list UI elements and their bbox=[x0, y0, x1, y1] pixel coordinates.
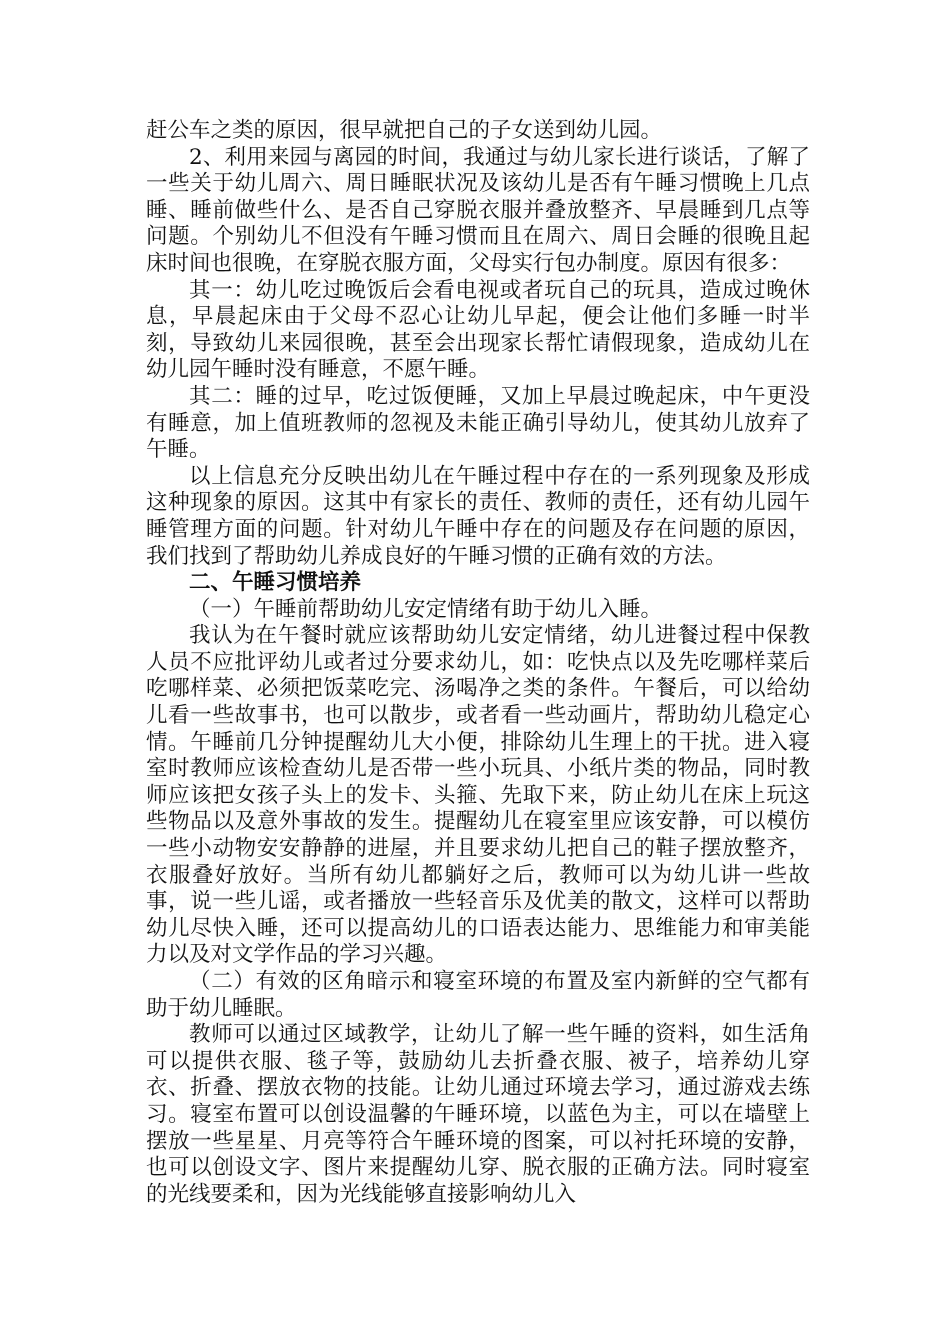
subheading-one: （一）午睡前帮助幼儿安定情绪有助于幼儿入睡。 bbox=[189, 596, 663, 622]
paragraph-summary: 以上信息充分反映出幼儿在午睡过程中存在的一系列现象及形成这种现象的原因。这其中有家长的责任、教师的责任，还有幼儿园午睡管理方面的问题。针对幼儿午睡中存在的问题及存在问题的原因，我们找到了帮助幼儿养成良好的午睡习惯的正确有效的方法。 bbox=[146, 463, 810, 569]
paragraph-reason-two: 其二：睡的过早，吃过饭便睡，又加上早晨过晚起床，中午更没有睡意，加上值班教师的忽视及未能正确引导幼儿，使其幼儿放弃了午睡。 bbox=[146, 383, 810, 463]
subheading-two: （二）有效的区角暗示和寝室环境的布置及室内新鲜的空气都有助于幼儿睡眠。 bbox=[146, 969, 810, 1021]
paragraph-environment: 教师可以通过区域教学，让幼儿了解一些午睡的资料，如生活角可以提供衣服、毯子等，鼓励幼儿去折叠衣服、被子，培养幼儿穿衣、折叠、摆放衣物的技能。让幼儿通过环境去学习，通过游戏去练习。寝室布置可以创设温馨的午睡环境，以蓝色为主，可以在墙壁上摆放一些星星、月亮等符合午睡环境的图案，可以衬托环境的安静，也可以创设文字、图片来提醒幼儿穿、脱衣服的正确方法。同时寝室的光线要柔和，因为光线能够直接影响幼儿入 bbox=[146, 1022, 810, 1207]
paragraph-continued: 赶公车之类的原因，很早就把自己的子女送到幼儿园。 bbox=[146, 118, 663, 143]
document-page bbox=[146, 118, 810, 1208]
paragraph-parent-talks: 2、利用来园与离园的时间，我通过与幼儿家长进行谈话，了解了一些关于幼儿周六、周日睡眠状况及该幼儿是否有午睡习惯晚上几点睡、睡前做些什么、是否自己穿脱衣服并叠放整齐、早晨睡到几点等问题。个别幼儿不但没有午睡习惯而且在周六、周日会睡的很晚且起床时间也很晚，在穿脱衣服方面，父母实行包办制度。原因有很多： bbox=[146, 144, 810, 276]
section-heading: 二、午睡习惯培养 bbox=[189, 570, 362, 596]
paragraph-reason-one: 其一：幼儿吃过晚饭后会看电视或者玩自己的玩具，造成过晚休息，早晨起床由于父母不忍心让幼儿早起，便会让他们多睡一时半刻，导致幼儿来园很晚，甚至会出现家长帮忙请假现象，造成幼儿在幼儿园午睡时没有睡意，不愿午睡。 bbox=[146, 277, 810, 383]
paragraph-calm-emotions: 我认为在午餐时就应该帮助幼儿安定情绪，幼儿进餐过程中保教人员不应批评幼儿或者过分要求幼儿，如：吃快点以及先吃哪样菜后吃哪样菜、必须把饭菜吃完、汤喝净之类的条件。午餐后，可以给幼儿看一些故事书，也可以散步，或者看一些动画片，帮助幼儿稳定心情。午睡前几分钟提醒幼儿大小便，排除幼儿生理上的干扰。进入寝室时教师应该检查幼儿是否带一些小玩具、小纸片类的物品，同时教师应该把女孩子头上的发卡、头箍、先取下来，防止幼儿在床上玩这些物品以及意外事故的发生。提醒幼儿在寝室里应该安静，可以模仿一些小动物安安静静的进屋，并且要求幼儿把自己的鞋子摆放整齐，衣服叠好放好。当所有幼儿都躺好之后，教师可以为幼儿讲一些故事，说一些儿谣，或者播放一些轻音乐及优美的散文，这样可以帮助幼儿尽快入睡，还可以提高幼儿的口语表达能力、思维能力和审美能力以及对文学作品的学习兴趣。 bbox=[146, 623, 810, 968]
